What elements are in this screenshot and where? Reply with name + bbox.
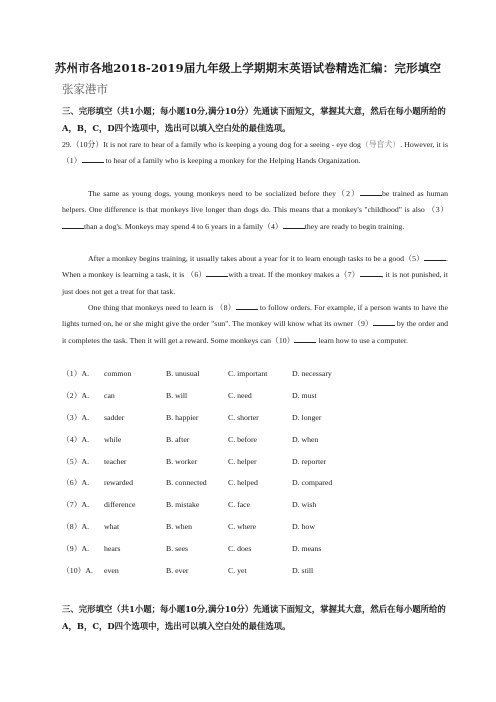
answer-blank[interactable] <box>236 301 258 310</box>
option-c[interactable]: C. important <box>228 369 268 379</box>
answer-blank[interactable] <box>82 154 104 163</box>
option-a[interactable]: what <box>104 521 120 531</box>
option-d[interactable]: D. reporter <box>292 456 327 466</box>
question-paragraph-2 <box>62 186 448 235</box>
option-d[interactable]: D. compared <box>292 478 333 488</box>
option-b[interactable]: B. after <box>166 434 190 444</box>
option-row <box>62 363 392 385</box>
option-number: （7）A. <box>62 500 90 510</box>
question-paragraph-1 <box>62 137 448 170</box>
question-text: The same as young dogs, young monkeys need to be socialized before they（2） <box>88 189 361 198</box>
option-b[interactable]: B. sees <box>166 543 189 553</box>
option-a[interactable]: difference <box>104 500 136 510</box>
option-row <box>62 450 392 472</box>
option-d[interactable]: D. must <box>292 391 317 401</box>
option-a[interactable]: sadder <box>104 412 125 422</box>
document-subtitle: 张家港市 <box>62 82 108 96</box>
option-a[interactable]: while <box>104 434 122 444</box>
option-number: （2）A. <box>62 391 90 401</box>
option-a[interactable]: rewarded <box>104 478 134 488</box>
option-b[interactable]: B. connected <box>166 478 207 488</box>
option-c[interactable]: C. helped <box>228 478 258 488</box>
question-text: with a treat. If the monkey makes a（7） <box>228 270 360 280</box>
option-c[interactable]: C. does <box>228 543 252 553</box>
question-text: One thing that monkeys need to learn is （8） <box>88 303 236 312</box>
option-d[interactable]: D. when <box>292 434 319 444</box>
option-number: （10）A. <box>62 565 93 575</box>
question-text: . However, it is （1） <box>62 140 449 166</box>
option-b[interactable]: B. worker <box>166 456 198 466</box>
option-row <box>62 428 392 450</box>
question-text: learn how to use a computer. <box>316 335 409 345</box>
option-c[interactable]: C. need <box>228 391 252 401</box>
option-row <box>62 472 392 494</box>
question-text: , it is not punished, it just does not get a treat for that task. <box>62 270 448 296</box>
option-number: （6）A. <box>62 478 90 488</box>
option-d[interactable]: D. still <box>292 565 314 575</box>
option-d[interactable]: D. means <box>292 543 322 553</box>
document-title: 苏州市各地2018-2019届九年级上学期期末英语试卷精选汇编：完形填空 <box>54 61 442 75</box>
option-number: （3）A. <box>62 412 90 422</box>
answer-blank[interactable] <box>373 317 395 326</box>
option-number: （1）A. <box>62 369 90 379</box>
section-header: 三、完形填空（共1小题；每小题10分,满分10分）先通读下面短文，掌握其大意，然后在每小题所给的A，B，C，D四个选项中，选出可以填入空白处的最佳选项。 <box>62 604 446 631</box>
option-row <box>62 407 392 429</box>
question-text: be trained as human helpers. One difference is that monkeys live longer than dogs do. This means that a monkey's "childhood" is also （3） <box>62 189 448 215</box>
question-text: . When a monkey is learning a task, it is （6） <box>62 254 448 280</box>
option-d[interactable]: D. how <box>292 521 315 531</box>
option-a[interactable]: common <box>104 369 132 379</box>
question-text: 29.（10分）It is not rare to hear of a family who is keeping a young dog for a seeing - eye dog <box>62 140 361 149</box>
answer-blank[interactable] <box>294 334 316 343</box>
section-header: 三、完形填空（共1小题；每小题10分,满分10分）先通读下面短文，掌握其大意，然后在每小题所给的A，B，C，D四个选项中，选出可以填入空白处的最佳选项。 <box>62 106 446 133</box>
question-text: to follow orders. For example, if a person wants to have the lights turned on, he or she might give the order "sun". The monkey will know what its owner（9） <box>62 303 448 329</box>
option-c[interactable]: C. before <box>228 434 258 444</box>
option-row <box>62 516 392 538</box>
answer-blank[interactable] <box>424 252 446 261</box>
option-d[interactable]: D. wish <box>292 500 317 510</box>
option-row <box>62 559 392 581</box>
question-text: to hear of a family who is keeping a monkey for the Helping Hands Organization. <box>103 156 361 166</box>
option-a[interactable]: even <box>104 565 119 575</box>
annotation-note: （导盲犬） <box>360 140 401 149</box>
question-text: than a dog's. Monkeys may spend 4 to 6 years in a family（4） <box>84 221 283 231</box>
question-text: they are ready to begin training. <box>304 221 405 231</box>
option-b[interactable]: B. happier <box>166 412 199 422</box>
option-b[interactable]: B. will <box>166 391 188 401</box>
option-d[interactable]: D. longer <box>292 412 322 422</box>
option-row <box>62 537 392 559</box>
option-number: （5）A. <box>62 456 90 466</box>
answer-blank[interactable] <box>283 220 305 229</box>
option-c[interactable]: C. where <box>228 521 257 531</box>
option-a[interactable]: hears <box>104 543 121 553</box>
answer-blank[interactable] <box>62 220 84 229</box>
option-c[interactable]: C. yet <box>228 565 247 575</box>
option-b[interactable]: B. ever <box>166 565 189 575</box>
option-number: （4）A. <box>62 434 90 444</box>
option-b[interactable]: B. when <box>166 521 192 531</box>
question-text: After a monkey begins training, it usually takes about a year for it to learn enough tasks to be a good（5） <box>88 254 425 263</box>
option-c[interactable]: C. shorter <box>228 412 259 422</box>
question-text: by the order and it completes the task. Then it will get a reward. Some monkeys can（10） <box>62 319 448 345</box>
option-c[interactable]: C. helper <box>228 456 257 466</box>
option-number: （9）A. <box>62 543 90 553</box>
option-b[interactable]: B. mistake <box>166 500 200 510</box>
option-b[interactable]: B. unusual <box>166 369 200 379</box>
answer-blank[interactable] <box>206 268 228 277</box>
option-a[interactable]: teacher <box>104 456 127 466</box>
options-table <box>62 363 392 581</box>
question-paragraph-4 <box>62 300 448 349</box>
option-c[interactable]: C. face <box>228 500 251 510</box>
option-d[interactable]: D. necessary <box>292 369 332 379</box>
option-row <box>62 494 392 516</box>
option-number: （8）A. <box>62 521 90 531</box>
answer-blank[interactable] <box>360 187 382 196</box>
option-a[interactable]: can <box>104 391 115 401</box>
question-paragraph-3 <box>62 251 448 300</box>
option-row <box>62 385 392 407</box>
answer-blank[interactable] <box>360 268 382 277</box>
